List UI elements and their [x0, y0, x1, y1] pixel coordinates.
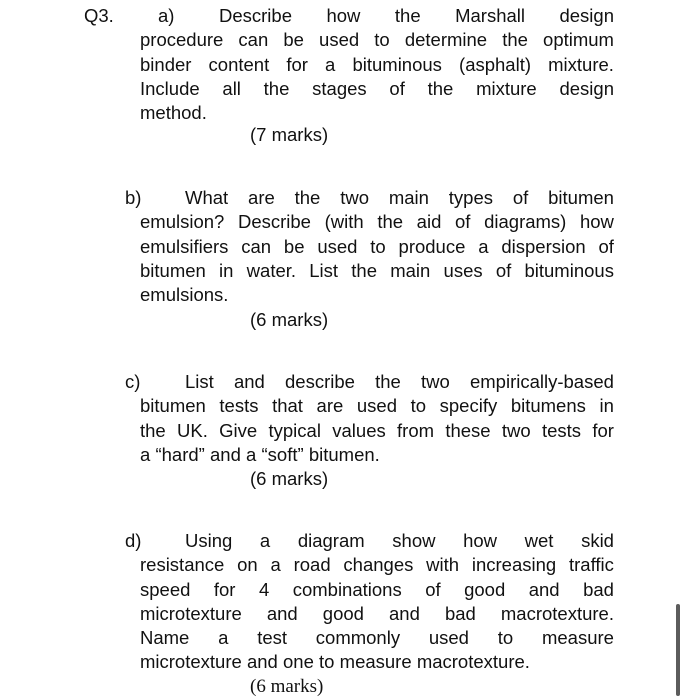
word: how	[463, 530, 498, 551]
text-line	[140, 53, 614, 77]
word: uses	[443, 259, 483, 281]
word: mixture	[476, 77, 537, 99]
word: procedure	[140, 29, 224, 51]
word: be	[283, 235, 305, 257]
word: “hard”	[155, 443, 205, 465]
word: types	[448, 187, 493, 208]
word: measure	[541, 627, 614, 649]
part-b-text	[140, 186, 614, 307]
word: UK.	[177, 419, 208, 441]
text-line	[140, 553, 614, 577]
word: with	[426, 554, 460, 576]
text-line	[140, 28, 614, 52]
word: a	[218, 627, 229, 649]
word: wet	[524, 530, 554, 551]
word: Marshall	[455, 5, 525, 26]
word: to	[374, 29, 390, 51]
word: Describe	[219, 5, 292, 26]
word: to	[370, 235, 386, 257]
word: method.	[140, 102, 207, 124]
word: in	[219, 259, 234, 281]
word: describe	[285, 371, 355, 392]
text-line	[140, 578, 614, 602]
text-line	[140, 101, 614, 125]
word: two	[501, 419, 531, 441]
word: to	[497, 627, 514, 649]
word: skid	[581, 530, 614, 551]
part-b-marks: (6 marks)	[250, 309, 329, 330]
word: diagrams)	[484, 211, 567, 233]
word: road	[293, 554, 331, 576]
word: microtexture	[140, 602, 242, 624]
word: content	[208, 53, 270, 75]
word: stages	[312, 77, 367, 99]
text-line	[140, 626, 614, 650]
word: binder	[140, 53, 192, 75]
word: how	[326, 5, 361, 26]
word: tests	[541, 419, 582, 441]
word: all	[222, 77, 241, 99]
word: used	[356, 395, 398, 417]
word: be	[283, 29, 304, 51]
word: measure	[339, 651, 412, 673]
word: a	[246, 443, 257, 465]
word: these	[445, 419, 491, 441]
word: aid	[416, 211, 442, 233]
word: are	[248, 187, 275, 208]
text-line	[140, 443, 614, 467]
word: emulsion?	[140, 211, 225, 233]
word: Name	[140, 627, 190, 649]
word: the	[377, 211, 404, 233]
part-b-label: b)	[125, 187, 142, 208]
word: the	[502, 29, 528, 51]
text-line	[140, 259, 614, 283]
word: a	[270, 554, 281, 576]
word: for	[213, 578, 236, 600]
word: List	[309, 259, 339, 281]
word: water.	[246, 259, 297, 281]
word: bad	[583, 578, 614, 600]
word: changes	[343, 554, 414, 576]
word: a	[478, 235, 489, 257]
word: (asphalt)	[459, 53, 532, 75]
word: bitumen.	[308, 443, 380, 465]
word: for	[592, 419, 614, 441]
word: bitumen	[140, 259, 206, 281]
word: of	[455, 211, 471, 233]
word: and	[210, 443, 241, 465]
word: a	[140, 443, 151, 465]
word: and	[246, 651, 278, 673]
word: in	[599, 395, 614, 417]
word: bad	[444, 602, 476, 624]
word: are	[316, 395, 344, 417]
word: of	[425, 578, 441, 600]
word: empirically-based	[469, 371, 614, 392]
word: and	[528, 578, 560, 600]
text-line	[185, 186, 614, 210]
word: traffic	[569, 554, 614, 576]
word: one	[283, 651, 314, 673]
question-number: Q3.	[84, 5, 114, 26]
word: bitumen	[140, 395, 206, 417]
word: 4	[258, 578, 270, 600]
text-line	[140, 283, 614, 307]
word: a	[259, 530, 271, 551]
word: of	[495, 259, 512, 281]
text-line	[140, 419, 614, 443]
part-c-text	[140, 370, 614, 467]
word: combinations	[292, 578, 402, 600]
word: speed	[140, 578, 191, 600]
text-line	[140, 650, 614, 674]
word: used	[428, 627, 469, 649]
text-line	[140, 602, 614, 626]
part-c-label: c)	[125, 371, 141, 392]
word: bitumens	[510, 395, 586, 417]
word: bitumen	[548, 187, 614, 208]
word: design	[559, 77, 614, 99]
text-line	[140, 235, 614, 259]
word: good	[464, 578, 506, 600]
word: commonly	[315, 627, 401, 649]
word: mixture.	[548, 53, 614, 75]
word: microtexture	[140, 651, 242, 673]
word: emulsifiers	[140, 235, 229, 257]
word: dispersion	[501, 235, 586, 257]
word: good	[322, 602, 364, 624]
word: specify	[439, 395, 498, 417]
word: on	[237, 554, 258, 576]
word: two	[421, 371, 450, 392]
word: main	[388, 187, 429, 208]
word: show	[392, 530, 436, 551]
part-a-label: a)	[158, 5, 175, 26]
part-a-marks: (7 marks)	[250, 124, 329, 145]
word: Using	[185, 530, 233, 551]
word: and	[389, 602, 420, 624]
word: Include	[140, 77, 200, 99]
scrollbar[interactable]	[676, 604, 680, 696]
word: Give	[219, 419, 258, 441]
word: increasing	[471, 554, 557, 576]
word: What	[185, 187, 229, 208]
word: for	[286, 53, 308, 75]
word: two	[340, 187, 369, 208]
word: how	[579, 211, 614, 233]
word: tests	[219, 395, 259, 417]
word: values	[332, 419, 386, 441]
word: of	[598, 235, 614, 257]
word: of	[389, 77, 405, 99]
word: List	[185, 371, 214, 392]
text-line	[140, 394, 614, 418]
text-line	[185, 529, 614, 553]
word: that	[272, 395, 303, 417]
word: produce	[398, 235, 466, 257]
word: the	[394, 5, 421, 26]
text-line	[140, 77, 614, 101]
word: the	[263, 77, 290, 99]
word: the	[351, 259, 377, 281]
word: resistance	[140, 554, 225, 576]
word: used	[319, 29, 360, 51]
word: Describe	[237, 211, 311, 233]
word: (with	[324, 211, 364, 233]
word: “soft”	[261, 443, 304, 465]
word: and	[233, 371, 265, 392]
word: from	[397, 419, 435, 441]
word: the	[140, 419, 166, 441]
word: macrotexture.	[416, 651, 530, 673]
part-d-label: d)	[125, 530, 142, 551]
part-c-marks: (6 marks)	[250, 468, 329, 489]
word: test	[257, 627, 288, 649]
word: diagram	[297, 530, 365, 551]
word: bituminous	[524, 259, 614, 281]
word: macrotexture.	[500, 602, 614, 624]
word: the	[427, 77, 454, 99]
word: the	[375, 371, 401, 392]
word: typical	[268, 419, 321, 441]
word: a	[325, 53, 336, 75]
text-line	[185, 370, 614, 394]
word: and	[266, 602, 298, 624]
part-a-text	[140, 4, 614, 125]
word: emulsions.	[140, 284, 229, 306]
word: determine	[404, 29, 488, 51]
word: can	[241, 235, 272, 257]
word: to	[319, 651, 335, 673]
word: design	[559, 5, 614, 26]
part-d-text	[140, 529, 614, 675]
text-line	[219, 4, 614, 28]
word: to	[410, 395, 427, 417]
word: main	[390, 259, 431, 281]
word: the	[294, 187, 321, 208]
word: can	[238, 29, 269, 51]
part-d-marks: (6 marks)	[250, 676, 324, 697]
word: bituminous	[352, 53, 442, 75]
word: used	[317, 235, 358, 257]
word: of	[512, 187, 529, 208]
text-line	[140, 210, 614, 234]
word: optimum	[543, 29, 614, 51]
